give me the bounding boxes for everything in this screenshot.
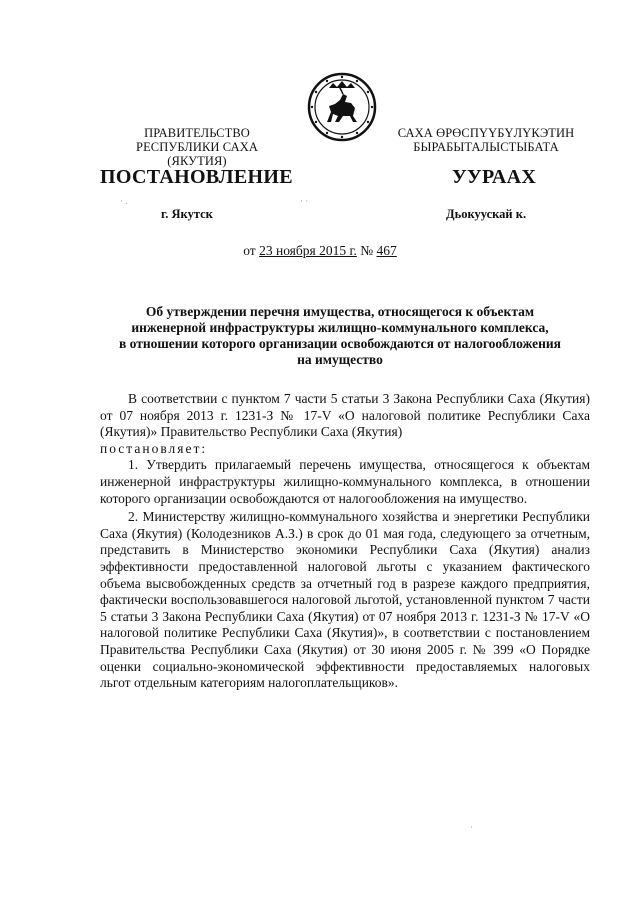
city-right: Дьокуускай к. (446, 207, 527, 221)
document-number: 467 (376, 243, 397, 258)
document-date-line (0, 243, 640, 259)
subject-line-2: инженерной инфраструктуры жилищно-коммунального комплекса, (131, 320, 549, 335)
header-right-line-2: БЫРАБЫТАЛЫСТЫБАТА (413, 140, 559, 154)
preamble-text: В соответствии с пунктом 7 части 5 статьи 3 Закона Республики Саха (Якутия) от 07 ноября 2013 г. 1231-З № 17-V «О налоговой политике Республики Саха (Якутия)» Правительство Республики Саха (Якутия) (100, 391, 590, 440)
header-left (112, 126, 282, 168)
document-subject (100, 304, 580, 368)
item-1-paragraph: 1. Утвердить прилагаемый перечень имущества, относящегося к объектам инженерной инфраструктуры жилищно-коммунального комплекса, в отношении которого организации освобождаются от налогообложения на имущество. (100, 457, 590, 506)
document-type-title-yakut: УУРААХ (452, 166, 537, 188)
date-prefix: от (243, 243, 260, 258)
scan-speck: · . (120, 196, 128, 206)
header-left-line-2: РЕСПУБЛИКИ САХА (ЯКУТИЯ) (136, 140, 258, 168)
subject-line-1: Об утверждении перечня имущества, относящегося к объектам (145, 304, 535, 319)
coat-of-arms-emblem (307, 72, 377, 142)
scan-speck: · · (300, 196, 309, 206)
subject-line-4: на имущество (297, 352, 383, 367)
header-right (386, 126, 586, 154)
document-date: 23 ноября 2015 г. (259, 243, 357, 258)
city-left: г. Якутск (161, 207, 213, 221)
header-left-line-1: ПРАВИТЕЛЬСТВО (144, 126, 250, 140)
number-sign: № (356, 243, 377, 258)
preamble-paragraph (100, 391, 590, 457)
header-right-line-1: САХА ӨРӨСПҮҮБҮЛҮКЭТИН (397, 126, 575, 140)
resolves-word: постановляет: (100, 440, 208, 456)
scan-speck: · (470, 822, 473, 832)
item-2-paragraph: 2. Министерству жилищно-коммунального хозяйства и энергетики Республики Саха (Якутия) (Колодезников А.З.) в срок до 01 мая года, следующего за отчетным, представить в Министерство экономики Республики Саха (Якутия) анализ эффективности предоставленной налоговой льготы с указанием фактического объема высвобожденных средств за отчетный год в разрезе каждого предприятия, фактически воспользовавшегося налоговой льготой, установленной пунктом 7 части 5 статьи 3 Закона Республики Саха (Якутия) от 07 ноября 2013 г. 1231-З № 17-V «О налоговой политике Республики Саха (Якутия)», в соответствии с постановлением Правительства Республики Саха (Якутия) от 30 июня 2005 г. № 399 «О Порядке оценки социально-экономической эффективности предоставляемых налоговых льгот отдельным категориям налогоплательщиков». (100, 509, 590, 691)
document-body (100, 391, 590, 692)
subject-line-3: в отношении которого организации освобождаются от налогообложения (119, 336, 561, 351)
document-type-title: ПОСТАНОВЛЕНИЕ (100, 166, 293, 188)
